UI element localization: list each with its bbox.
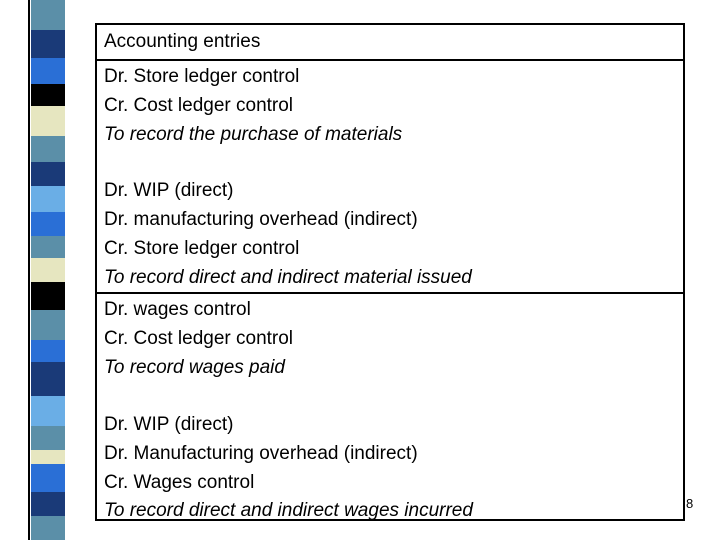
table-row (97, 61, 683, 294)
table-title: Accounting entries (104, 31, 261, 52)
entry-line: Cr. Cost ledger control (104, 95, 294, 116)
entry-line: Cr. Store ledger control (104, 238, 300, 259)
stripe-divider-line (28, 0, 30, 540)
table-header-row (97, 25, 683, 61)
page-number: 8 (686, 496, 694, 511)
entry-line: Cr. Cost ledger control (104, 328, 294, 349)
entry-line: Cr. Wages control (104, 472, 255, 493)
accounting-entries-table (95, 23, 685, 521)
entry-line: Dr. wages control (104, 299, 251, 320)
entry-line: Dr. WIP (direct) (104, 180, 234, 201)
stripe-block (31, 282, 65, 310)
decorative-stripe-bar (0, 0, 68, 540)
stripe-block (31, 30, 65, 58)
stripe-block (31, 492, 65, 516)
entry-note: To record direct and indirect material issued (104, 267, 472, 288)
stripe-block (31, 258, 65, 282)
entry-line: Dr. Manufacturing overhead (indirect) (104, 443, 418, 464)
stripe-block (31, 136, 65, 162)
stripe-block (31, 236, 65, 258)
stripe-block (31, 450, 65, 464)
stripe-block (31, 106, 65, 136)
stripe-block (31, 396, 65, 426)
stripe-block (31, 310, 65, 340)
stripe-block (31, 84, 65, 106)
stripe-block (31, 362, 65, 396)
entry-line: Dr. WIP (direct) (104, 414, 234, 435)
entry-note: To record direct and indirect wages incurred (104, 500, 473, 521)
stripe-block (31, 426, 65, 450)
stripe-block (31, 162, 65, 186)
stripe-block (31, 340, 65, 362)
entry-line: Dr. manufacturing overhead (indirect) (104, 209, 418, 230)
table-row (97, 294, 683, 519)
stripe-block (31, 0, 65, 30)
stripe-block (31, 464, 65, 492)
stripe-block (31, 58, 65, 84)
stripe-block (31, 186, 65, 212)
stripe-block (31, 212, 65, 236)
entry-line: Dr. Store ledger control (104, 66, 300, 87)
entry-note: To record the purchase of materials (104, 124, 403, 145)
stripe-block (31, 516, 65, 540)
entry-note: To record wages paid (104, 357, 285, 378)
